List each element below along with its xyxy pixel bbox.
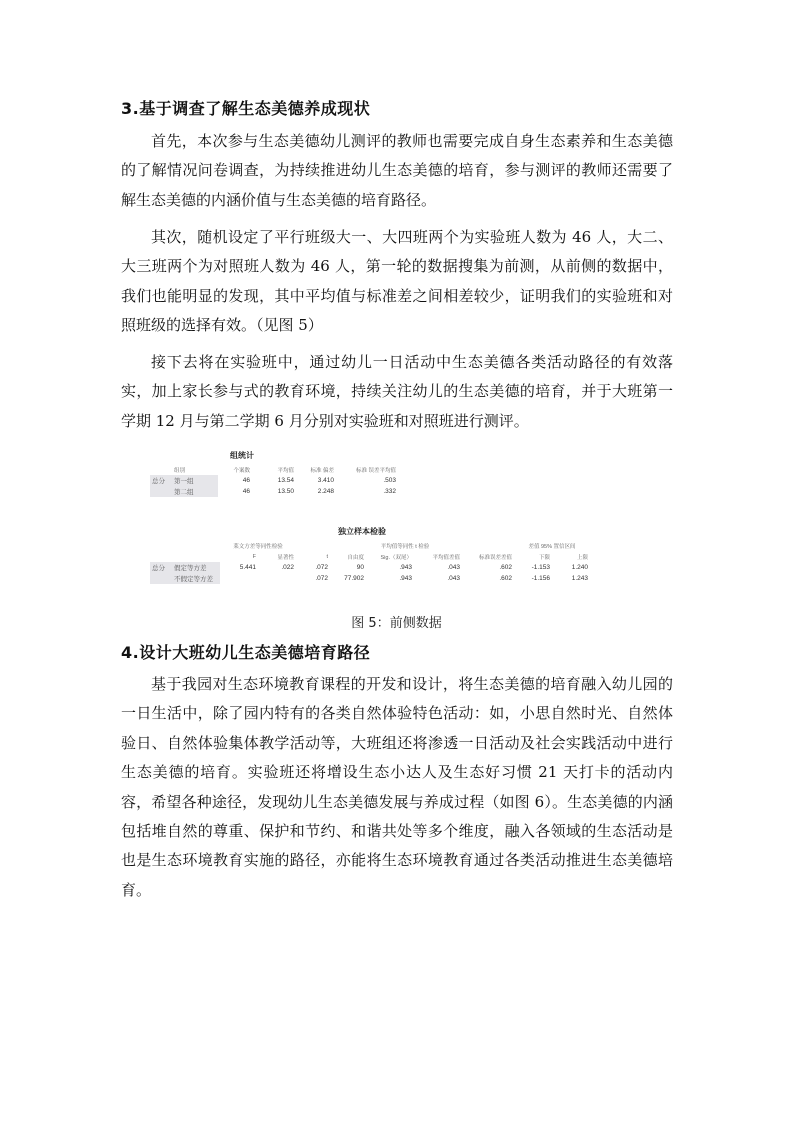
table-row	[150, 475, 398, 486]
group-stats-table	[150, 464, 398, 497]
ci-header: 差值 95% 置信区间	[528, 543, 576, 550]
section-4-heading: 4.设计大班幼儿生态美德培育路径	[121, 643, 371, 662]
cell: .072	[315, 575, 328, 582]
cell: 3.410	[317, 477, 334, 484]
ttest-header-row	[150, 551, 590, 562]
ttest-header: 平均值等同性 t 检验	[380, 543, 430, 550]
cell: 5.441	[239, 564, 256, 571]
cell: 13.54	[277, 477, 294, 484]
figure-5-caption: 图 5：前侧数据	[351, 616, 442, 631]
cell: .022	[281, 564, 294, 571]
col-header: 标准 偏差	[310, 467, 334, 474]
section-3-paragraph-1: 首先，本次参与生态美德幼儿测评的教师也需要完成自身生态素养和生态美德的了解情况问卷调查，为持续推进幼儿生态美德的培育，参与测评的教师还需要了解生态美德的内涵价值与生态美德的培育路径。	[121, 132, 673, 209]
cell: 1.243	[571, 575, 588, 582]
ttest-table	[150, 540, 590, 584]
section-3-heading: 3.基于调查了解生态美德养成现状	[121, 99, 371, 118]
table-row	[150, 573, 590, 584]
levene-header: 莱文方差等同性检验	[233, 543, 283, 550]
section-3-paragraph-2: 其次，随机设定了平行班级大一、大四班两个为实验班人数为 46 人，大二、大三班两个为对照班人数为 46 人，第一轮的数据搜集为前测，从前侧的数据中，我们也能明显的发现，其中平均值与标准差之间相差较少，证明我们的实验班和对照班级的选择有效。（见图 5）	[121, 228, 673, 335]
col-header: 个案数	[233, 467, 250, 474]
ttest-group-header-row	[150, 540, 590, 551]
col-header: 显著性	[277, 554, 294, 561]
col-header: 下限	[538, 554, 550, 561]
cell: 13.50	[277, 488, 294, 495]
row-variant-label: 不假定等方差	[172, 573, 220, 584]
cell	[220, 573, 258, 584]
cell: .943	[399, 575, 412, 582]
col-header: 平均值差值	[432, 554, 460, 561]
section-4-paragraph-1: 基于我园对生态环境教育课程的开发和设计，将生态美德的培育融入幼儿园的一日生活中，除了园内特有的各类自然体验特色活动：如，小思自然时光、自然体验日、自然体验集体教学活动等，大班组还将渗透一日活动及社会实践活动中进行生态美德的培育。实验班还将增设生态小达人及生态好习惯 21 天打卡的活动内容，希望各种途径，发现幼儿生态美德发展与养成过程（如图 6）。生态美德的内涵包括堆自然的尊重、保护和节约、和谐共处等多个维度，融入各领域的生态活动是也是生态环境教育实施的路径，亦能将生态环境教育通过各类活动推进生态美德培育。	[121, 675, 673, 899]
col-header: F	[252, 553, 256, 560]
cell: .503	[383, 477, 396, 484]
row-label: 总分	[150, 562, 172, 573]
col-header: Sig.（双尾）	[380, 554, 412, 561]
group-label: 第一组	[172, 475, 218, 486]
cell: .332	[383, 488, 396, 495]
cell: .043	[447, 564, 460, 571]
cell	[258, 573, 296, 584]
row-label: 总分	[150, 475, 172, 486]
cell: -1.156	[531, 575, 550, 582]
col-header: 平均值	[277, 467, 294, 474]
table-row	[150, 562, 590, 573]
cell: 46	[242, 488, 250, 495]
col-header: 自由度	[347, 554, 364, 561]
cell: .043	[447, 575, 460, 582]
group-label: 第二组	[172, 486, 218, 497]
group-stats-header-row	[150, 464, 398, 475]
cell: .072	[315, 564, 328, 571]
cell: .943	[399, 564, 412, 571]
cell: 1.240	[571, 564, 588, 571]
figure-5-tables	[150, 448, 600, 603]
cell: -1.153	[531, 564, 550, 571]
row-variant-label: 假定等方差	[172, 562, 220, 573]
col-header: 组别	[174, 467, 186, 474]
section-3-paragraph-3: 接下去将在实验班中，通过幼儿一日活动中生态美德各类活动路径的有效落实，加上家长参与式的教育环境，持续关注幼儿的生态美德的培育，并于大班第一学期 12 月与第二学期 6 月分别对实验班和对照班进行测评。	[121, 353, 673, 430]
cell: 77.902	[344, 575, 364, 582]
cell: .602	[499, 564, 512, 571]
col-header: 上限	[576, 554, 588, 561]
cell: 46	[242, 477, 250, 484]
ttest-title: 独立样本检验	[338, 527, 386, 536]
cell: 90	[356, 564, 364, 571]
group-stats-title: 组统计	[230, 451, 254, 460]
col-header: 标准误差差值	[478, 554, 512, 561]
table-row	[150, 486, 398, 497]
cell: 2.248	[317, 488, 334, 495]
cell: .602	[499, 575, 512, 582]
col-header: t	[326, 553, 328, 560]
col-header: 标准 误差平均值	[355, 467, 396, 474]
